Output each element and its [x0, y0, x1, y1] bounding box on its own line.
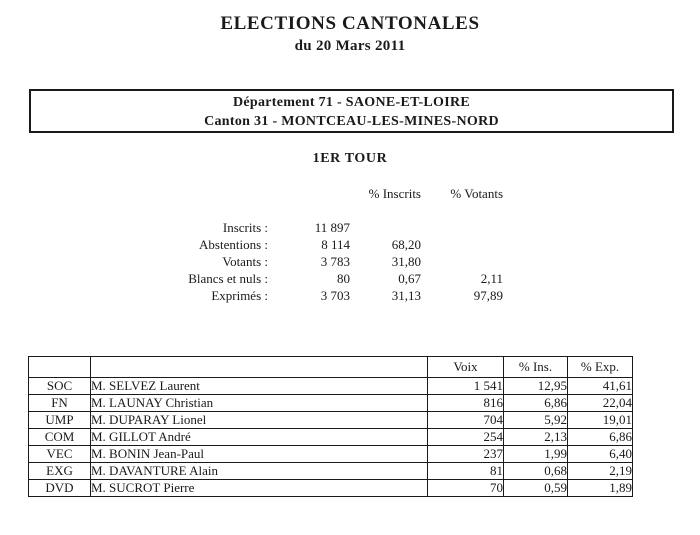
- page-title: ELECTIONS CANTONALES: [220, 13, 480, 34]
- stats-value: 3 703: [320, 288, 350, 303]
- voix-cell: 1 541: [428, 378, 504, 395]
- voix-cell: 70: [428, 480, 504, 497]
- stats-row: [0, 270, 503, 287]
- pct-ins-cell: 0,59: [504, 480, 568, 497]
- pct-exp-cell: 6,86: [568, 429, 633, 446]
- voix-cell: 237: [428, 446, 504, 463]
- stats-row: [0, 287, 503, 304]
- pct-ins-cell: 6,86: [504, 395, 568, 412]
- candidate-name-cell: M. LAUNAY Christian: [91, 395, 428, 412]
- stats-row: [0, 253, 503, 270]
- stats-label: Exprimés :: [211, 288, 268, 303]
- result-row: [29, 395, 633, 412]
- stats-pct-inscrits: [350, 219, 421, 236]
- pct-inscrits-header: % Inscrits: [368, 186, 421, 201]
- stats-pct-votants: 2,11: [480, 271, 503, 286]
- stats-pct-votants: [421, 236, 503, 253]
- candidate-name-cell: M. DUPARAY Lionel: [91, 412, 428, 429]
- participation-section: [0, 219, 503, 304]
- voix-cell: 704: [428, 412, 504, 429]
- candidate-name-cell: M. DAVANTURE Alain: [91, 463, 428, 480]
- stats-pct-votants: [421, 219, 503, 236]
- result-row: [29, 446, 633, 463]
- stats-label: Abstentions :: [199, 237, 268, 252]
- stats-pct-inscrits: 31,80: [391, 254, 421, 269]
- result-row: [29, 463, 633, 480]
- pct-exp-cell: 2,19: [568, 463, 633, 480]
- stats-label: Inscrits :: [222, 220, 268, 235]
- voix-cell: 816: [428, 395, 504, 412]
- department-line: Département 71 - SAONE-ET-LOIRE: [232, 95, 471, 110]
- party-code-cell: COM: [29, 429, 91, 446]
- stats-value: 8 114: [321, 237, 350, 252]
- page-subtitle: du 20 Mars 2011: [294, 38, 406, 54]
- canton-line: Canton 31 - MONTCEAU-LES-MINES-NORD: [204, 114, 499, 129]
- voix-cell: 81: [428, 463, 504, 480]
- stats-row: [0, 236, 503, 253]
- candidate-name-cell: M. SELVEZ Laurent: [91, 378, 428, 395]
- stats-pct-votants: [421, 253, 503, 270]
- pct-ins-cell: 12,95: [504, 378, 568, 395]
- party-code-cell: FN: [29, 395, 91, 412]
- pct-ins-column-header: % Ins.: [504, 357, 568, 378]
- pct-ins-cell: 1,99: [504, 446, 568, 463]
- party-code-cell: SOC: [29, 378, 91, 395]
- stats-row: [0, 219, 503, 236]
- pct-votants-header: % Votants: [450, 186, 503, 201]
- result-row: [29, 429, 633, 446]
- candidate-name-cell: M. GILLOT André: [91, 429, 428, 446]
- round-title: 1ER TOUR: [312, 151, 388, 166]
- pct-exp-cell: 19,01: [568, 412, 633, 429]
- party-code-cell: UMP: [29, 412, 91, 429]
- pct-exp-cell: 6,40: [568, 446, 633, 463]
- stats-value: 11 897: [314, 220, 350, 235]
- stats-pct-votants: 97,89: [473, 288, 503, 303]
- party-code-cell: VEC: [29, 446, 91, 463]
- stats-label: Blancs et nuls :: [188, 271, 268, 286]
- pct-ins-cell: 2,13: [504, 429, 568, 446]
- voix-cell: 254: [428, 429, 504, 446]
- stats-pct-inscrits: 68,20: [391, 237, 421, 252]
- stats-label: Votants :: [222, 254, 268, 269]
- stats-value: 80: [337, 271, 350, 286]
- result-row: [29, 480, 633, 497]
- party-column-header: [29, 357, 91, 378]
- participation-header-row: [0, 186, 503, 202]
- pct-ins-cell: 5,92: [504, 412, 568, 429]
- candidate-name-cell: M. SUCROT Pierre: [91, 480, 428, 497]
- pct-exp-cell: 22,04: [568, 395, 633, 412]
- pct-exp-cell: 1,89: [568, 480, 633, 497]
- party-code-cell: EXG: [29, 463, 91, 480]
- department-box: [29, 89, 674, 133]
- pct-exp-column-header: % Exp.: [568, 357, 633, 378]
- result-row: [29, 412, 633, 429]
- stats-pct-inscrits: 0,67: [398, 271, 421, 286]
- voix-column-header: Voix: [428, 357, 504, 378]
- stats-pct-inscrits: 31,13: [391, 288, 421, 303]
- results-header-row: [29, 357, 633, 378]
- party-code-cell: DVD: [29, 480, 91, 497]
- results-table: [28, 356, 633, 497]
- pct-exp-cell: 41,61: [568, 378, 633, 395]
- result-row: [29, 378, 633, 395]
- pct-ins-cell: 0,68: [504, 463, 568, 480]
- candidate-column-header: [91, 357, 428, 378]
- stats-value: 3 783: [320, 254, 350, 269]
- candidate-name-cell: M. BONIN Jean-Paul: [91, 446, 428, 463]
